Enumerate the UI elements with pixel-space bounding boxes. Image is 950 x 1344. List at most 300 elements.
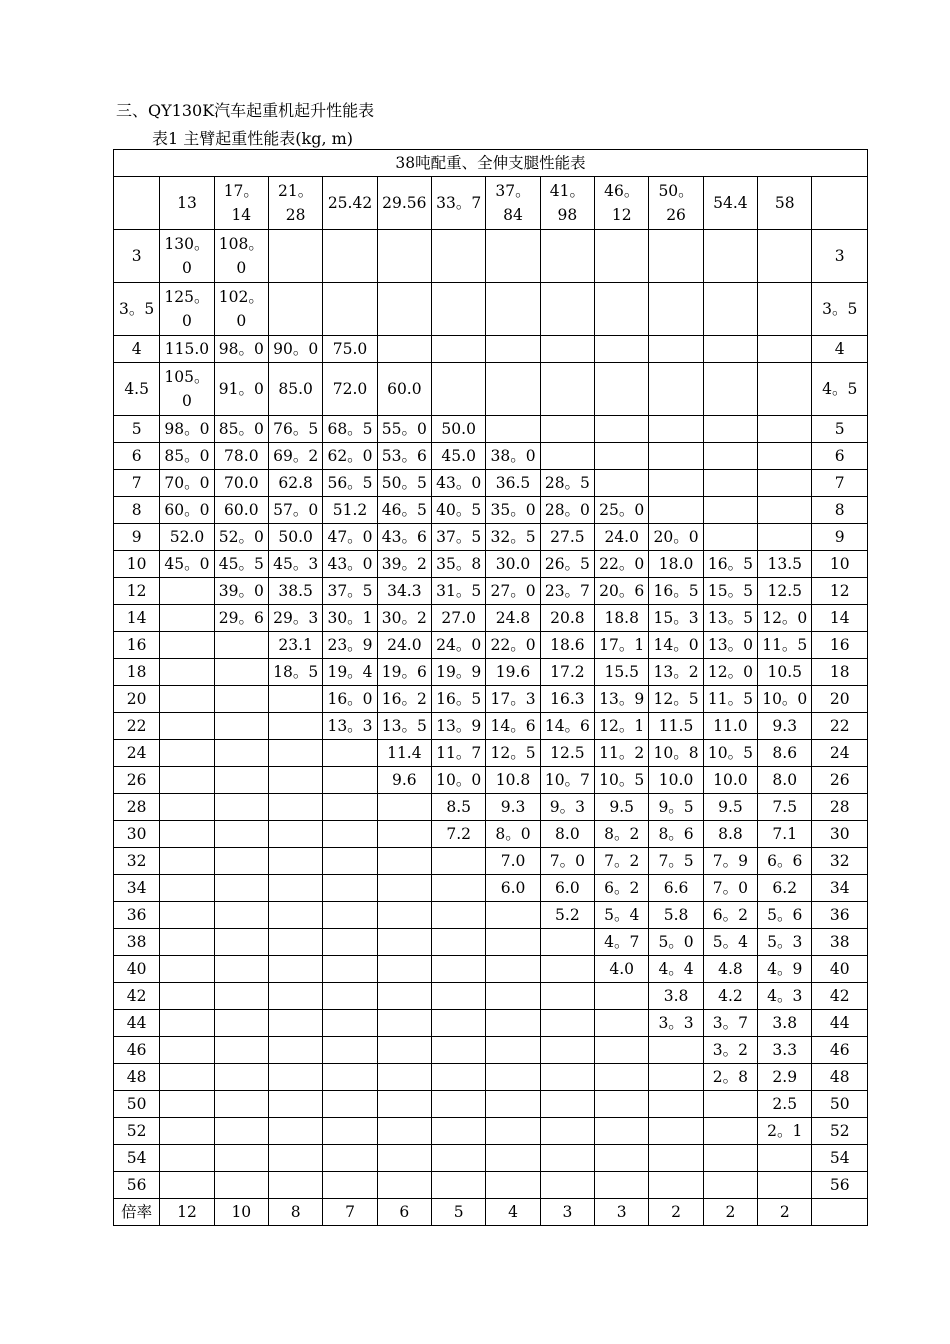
capacity-cell <box>268 1118 322 1145</box>
capacity-cell <box>432 956 486 983</box>
capacity-cell <box>214 1064 268 1091</box>
working-radius-cell: 42 <box>114 983 160 1010</box>
capacity-cell <box>486 1037 540 1064</box>
table-row <box>114 416 868 443</box>
capacity-cell <box>758 230 812 283</box>
capacity-cell <box>160 1145 214 1172</box>
capacity-cell: 2。8 <box>703 1064 757 1091</box>
reeving-ratio-cell: 2 <box>649 1199 703 1226</box>
capacity-cell: 75.0 <box>323 336 377 363</box>
capacity-cell: 14。6 <box>540 713 594 740</box>
capacity-cell <box>540 983 594 1010</box>
capacity-cell: 20。0 <box>649 524 703 551</box>
capacity-cell: 7。0 <box>540 848 594 875</box>
capacity-cell <box>758 470 812 497</box>
capacity-cell: 60.0 <box>214 497 268 524</box>
capacity-cell: 130。0 <box>160 230 214 283</box>
capacity-cell <box>432 848 486 875</box>
capacity-cell: 45。0 <box>160 551 214 578</box>
working-radius-repeat-cell: 54 <box>812 1145 868 1172</box>
working-radius-cell: 52 <box>114 1118 160 1145</box>
capacity-cell: 18.6 <box>540 632 594 659</box>
capacity-cell: 4。9 <box>758 956 812 983</box>
capacity-cell: 23。7 <box>540 578 594 605</box>
capacity-cell: 11。2 <box>595 740 649 767</box>
capacity-cell <box>268 230 322 283</box>
capacity-cell: 29。6 <box>214 605 268 632</box>
working-radius-repeat-cell: 14 <box>812 605 868 632</box>
table-row <box>114 524 868 551</box>
capacity-cell: 9。5 <box>649 794 703 821</box>
capacity-cell <box>268 956 322 983</box>
working-radius-repeat-cell: 9 <box>812 524 868 551</box>
capacity-cell: 13。0 <box>703 632 757 659</box>
capacity-cell <box>486 929 540 956</box>
capacity-cell <box>268 1064 322 1091</box>
table-row <box>114 283 868 336</box>
capacity-cell <box>595 470 649 497</box>
capacity-cell <box>595 336 649 363</box>
capacity-cell: 24.8 <box>486 605 540 632</box>
capacity-cell: 14。6 <box>486 713 540 740</box>
capacity-cell <box>432 230 486 283</box>
capacity-cell <box>703 1145 757 1172</box>
capacity-cell <box>595 230 649 283</box>
working-radius-repeat-cell: 16 <box>812 632 868 659</box>
capacity-cell <box>595 1010 649 1037</box>
capacity-cell <box>649 497 703 524</box>
capacity-cell <box>160 605 214 632</box>
capacity-cell: 10。0 <box>758 686 812 713</box>
capacity-cell: 37。5 <box>432 524 486 551</box>
capacity-cell <box>595 1172 649 1199</box>
capacity-cell <box>649 416 703 443</box>
capacity-cell: 105。0 <box>160 363 214 416</box>
reeving-ratio-cell: 2 <box>758 1199 812 1226</box>
capacity-cell <box>703 283 757 336</box>
capacity-cell: 90。0 <box>268 336 322 363</box>
table-row <box>114 1145 868 1172</box>
capacity-cell <box>595 1145 649 1172</box>
capacity-cell <box>486 902 540 929</box>
capacity-cell: 8.0 <box>540 821 594 848</box>
table-row <box>114 497 868 524</box>
capacity-cell: 40。5 <box>432 497 486 524</box>
capacity-cell <box>268 1091 322 1118</box>
capacity-cell <box>758 497 812 524</box>
capacity-cell: 23.1 <box>268 632 322 659</box>
document-heading: 三、QY130K汽车起重机起升性能表 <box>116 101 375 120</box>
capacity-cell: 16。2 <box>377 686 431 713</box>
capacity-cell <box>703 497 757 524</box>
working-radius-cell: 18 <box>114 659 160 686</box>
capacity-cell: 11.4 <box>377 740 431 767</box>
capacity-cell: 11.5 <box>649 713 703 740</box>
table-caption: 表1 主臂起重性能表(kg, m) <box>152 129 354 148</box>
table-row <box>114 443 868 470</box>
capacity-cell: 36.5 <box>486 470 540 497</box>
working-radius-cell: 8 <box>114 497 160 524</box>
capacity-cell <box>595 443 649 470</box>
capacity-cell: 12.5 <box>540 740 594 767</box>
capacity-cell <box>268 794 322 821</box>
capacity-cell <box>323 767 377 794</box>
capacity-cell <box>432 875 486 902</box>
capacity-cell: 91。0 <box>214 363 268 416</box>
capacity-cell <box>540 956 594 983</box>
capacity-cell <box>323 1172 377 1199</box>
capacity-cell <box>377 875 431 902</box>
table-row <box>114 848 868 875</box>
capacity-cell: 6。6 <box>758 848 812 875</box>
capacity-cell <box>649 283 703 336</box>
capacity-cell <box>268 1145 322 1172</box>
table-row <box>114 929 868 956</box>
capacity-cell: 9.3 <box>758 713 812 740</box>
capacity-cell: 23。9 <box>323 632 377 659</box>
capacity-cell: 60。0 <box>160 497 214 524</box>
capacity-cell <box>377 1010 431 1037</box>
capacity-cell <box>486 983 540 1010</box>
capacity-cell <box>432 1037 486 1064</box>
reeving-ratio-cell: 6 <box>377 1199 431 1226</box>
capacity-cell: 32。5 <box>486 524 540 551</box>
capacity-cell <box>703 1091 757 1118</box>
capacity-cell <box>160 875 214 902</box>
working-radius-cell: 12 <box>114 578 160 605</box>
capacity-cell <box>323 283 377 336</box>
capacity-cell: 10。7 <box>540 767 594 794</box>
capacity-cell: 17。1 <box>595 632 649 659</box>
capacity-cell <box>377 1145 431 1172</box>
working-radius-repeat-cell: 32 <box>812 848 868 875</box>
capacity-cell: 8.6 <box>758 740 812 767</box>
capacity-cell: 85.0 <box>268 363 322 416</box>
capacity-cell <box>432 363 486 416</box>
capacity-cell: 20。6 <box>595 578 649 605</box>
capacity-cell <box>323 1118 377 1145</box>
working-radius-cell: 46 <box>114 1037 160 1064</box>
capacity-cell: 98。0 <box>160 416 214 443</box>
capacity-cell: 22。0 <box>595 551 649 578</box>
capacity-cell: 10。5 <box>703 740 757 767</box>
capacity-cell: 53。6 <box>377 443 431 470</box>
capacity-cell <box>214 794 268 821</box>
capacity-cell: 9.6 <box>377 767 431 794</box>
capacity-cell: 39。0 <box>214 578 268 605</box>
working-radius-cell: 36 <box>114 902 160 929</box>
capacity-cell: 15.5 <box>595 659 649 686</box>
capacity-cell <box>214 1145 268 1172</box>
working-radius-cell: 4.5 <box>114 363 160 416</box>
reeving-ratio-cell: 7 <box>323 1199 377 1226</box>
capacity-cell: 50.0 <box>432 416 486 443</box>
capacity-cell <box>540 929 594 956</box>
capacity-cell: 8。6 <box>649 821 703 848</box>
capacity-cell <box>486 1091 540 1118</box>
capacity-cell <box>377 929 431 956</box>
table-row <box>114 902 868 929</box>
capacity-cell <box>160 1037 214 1064</box>
capacity-cell: 4.0 <box>595 956 649 983</box>
capacity-cell <box>649 1118 703 1145</box>
reeving-ratio-cell: 5 <box>432 1199 486 1226</box>
capacity-cell <box>214 821 268 848</box>
table-row <box>114 230 868 283</box>
capacity-cell <box>214 929 268 956</box>
boom-length-header-cell: 41。98 <box>540 177 594 230</box>
capacity-cell <box>268 848 322 875</box>
capacity-cell: 22。0 <box>486 632 540 659</box>
capacity-cell <box>268 929 322 956</box>
capacity-cell: 29。3 <box>268 605 322 632</box>
capacity-cell: 12。5 <box>649 686 703 713</box>
capacity-cell: 12。0 <box>758 605 812 632</box>
capacity-cell <box>432 1145 486 1172</box>
capacity-cell: 45.0 <box>432 443 486 470</box>
capacity-cell: 46。5 <box>377 497 431 524</box>
table-row <box>114 821 868 848</box>
capacity-cell: 28。0 <box>540 497 594 524</box>
capacity-cell <box>595 363 649 416</box>
capacity-cell <box>377 1172 431 1199</box>
capacity-cell <box>540 1172 594 1199</box>
capacity-cell: 5。4 <box>595 902 649 929</box>
capacity-cell: 51.2 <box>323 497 377 524</box>
capacity-cell: 24.0 <box>377 632 431 659</box>
capacity-cell <box>160 578 214 605</box>
table-row <box>114 713 868 740</box>
capacity-cell: 7。5 <box>649 848 703 875</box>
capacity-cell: 13。9 <box>432 713 486 740</box>
working-radius-repeat-cell: 40 <box>812 956 868 983</box>
working-radius-cell: 3 <box>114 230 160 283</box>
capacity-cell: 4。4 <box>649 956 703 983</box>
capacity-cell: 9.5 <box>703 794 757 821</box>
capacity-cell <box>214 713 268 740</box>
capacity-cell: 34.3 <box>377 578 431 605</box>
capacity-cell <box>595 1064 649 1091</box>
working-radius-cell: 32 <box>114 848 160 875</box>
capacity-cell: 43。0 <box>323 551 377 578</box>
capacity-cell: 43。0 <box>432 470 486 497</box>
capacity-cell <box>703 1118 757 1145</box>
capacity-cell <box>758 283 812 336</box>
capacity-cell: 50。5 <box>377 470 431 497</box>
capacity-cell <box>432 983 486 1010</box>
capacity-cell: 19。6 <box>377 659 431 686</box>
working-radius-cell: 30 <box>114 821 160 848</box>
capacity-cell: 4。3 <box>758 983 812 1010</box>
capacity-cell: 5。3 <box>758 929 812 956</box>
working-radius-cell: 20 <box>114 686 160 713</box>
working-radius-repeat-cell: 6 <box>812 443 868 470</box>
capacity-cell <box>432 902 486 929</box>
capacity-cell: 10。0 <box>432 767 486 794</box>
capacity-cell: 57。0 <box>268 497 322 524</box>
capacity-cell: 17.2 <box>540 659 594 686</box>
capacity-cell: 16。5 <box>649 578 703 605</box>
capacity-cell: 3.3 <box>758 1037 812 1064</box>
capacity-cell: 70。0 <box>160 470 214 497</box>
capacity-cell: 18.8 <box>595 605 649 632</box>
capacity-cell: 45。5 <box>214 551 268 578</box>
capacity-cell: 13。9 <box>595 686 649 713</box>
capacity-cell <box>540 1010 594 1037</box>
capacity-cell: 68。5 <box>323 416 377 443</box>
capacity-cell <box>540 336 594 363</box>
capacity-cell: 6。2 <box>703 902 757 929</box>
capacity-cell: 85。0 <box>160 443 214 470</box>
capacity-cell: 12。1 <box>595 713 649 740</box>
capacity-cell: 27.5 <box>540 524 594 551</box>
working-radius-repeat-cell: 52 <box>812 1118 868 1145</box>
capacity-cell <box>758 1172 812 1199</box>
working-radius-cell: 34 <box>114 875 160 902</box>
reeving-label-cell: 倍率 <box>114 1199 160 1226</box>
capacity-cell <box>595 416 649 443</box>
capacity-cell <box>268 686 322 713</box>
capacity-cell: 7.0 <box>486 848 540 875</box>
capacity-cell <box>323 983 377 1010</box>
capacity-cell: 13。3 <box>323 713 377 740</box>
boom-length-header-cell: 25.42 <box>323 177 377 230</box>
capacity-cell <box>214 956 268 983</box>
working-radius-cell: 5 <box>114 416 160 443</box>
reeving-ratio-cell: 3 <box>540 1199 594 1226</box>
capacity-cell <box>595 1037 649 1064</box>
capacity-cell <box>649 1091 703 1118</box>
capacity-cell <box>486 363 540 416</box>
capacity-cell <box>377 1118 431 1145</box>
working-radius-cell: 7 <box>114 470 160 497</box>
capacity-cell: 35。0 <box>486 497 540 524</box>
table-row <box>114 1199 868 1226</box>
working-radius-repeat-cell: 18 <box>812 659 868 686</box>
capacity-cell: 7。9 <box>703 848 757 875</box>
capacity-cell: 69。2 <box>268 443 322 470</box>
table-row <box>114 686 868 713</box>
capacity-cell: 30。2 <box>377 605 431 632</box>
capacity-cell <box>323 740 377 767</box>
capacity-cell: 7.2 <box>432 821 486 848</box>
capacity-cell: 9.5 <box>595 794 649 821</box>
capacity-cell: 8.5 <box>432 794 486 821</box>
capacity-cell: 18.0 <box>649 551 703 578</box>
capacity-cell: 2.9 <box>758 1064 812 1091</box>
capacity-cell: 50.0 <box>268 524 322 551</box>
capacity-cell <box>268 1037 322 1064</box>
capacity-cell: 12。0 <box>703 659 757 686</box>
capacity-cell <box>703 363 757 416</box>
capacity-cell <box>160 956 214 983</box>
capacity-cell <box>214 659 268 686</box>
capacity-cell <box>649 336 703 363</box>
boom-length-header-cell: 50。26 <box>649 177 703 230</box>
capacity-cell <box>160 713 214 740</box>
working-radius-repeat-cell: 50 <box>812 1091 868 1118</box>
capacity-cell: 7.5 <box>758 794 812 821</box>
capacity-cell <box>268 283 322 336</box>
working-radius-repeat-cell: 28 <box>812 794 868 821</box>
capacity-cell: 19。4 <box>323 659 377 686</box>
capacity-cell <box>214 767 268 794</box>
table-row <box>114 578 868 605</box>
capacity-cell <box>323 1091 377 1118</box>
capacity-cell: 43。6 <box>377 524 431 551</box>
capacity-cell <box>160 902 214 929</box>
capacity-cell <box>703 416 757 443</box>
capacity-cell: 16。5 <box>703 551 757 578</box>
capacity-cell <box>540 1064 594 1091</box>
capacity-cell <box>377 848 431 875</box>
capacity-cell <box>432 1091 486 1118</box>
working-radius-repeat-cell: 4。5 <box>812 363 868 416</box>
capacity-cell <box>486 1145 540 1172</box>
capacity-cell <box>268 902 322 929</box>
capacity-cell <box>160 1010 214 1037</box>
capacity-cell: 7.1 <box>758 821 812 848</box>
capacity-cell <box>758 1145 812 1172</box>
capacity-cell: 3.8 <box>758 1010 812 1037</box>
working-radius-repeat-cell: 34 <box>812 875 868 902</box>
capacity-cell <box>377 956 431 983</box>
working-radius-cell: 10 <box>114 551 160 578</box>
reeving-ratio-cell: 4 <box>486 1199 540 1226</box>
capacity-cell <box>432 1172 486 1199</box>
working-radius-repeat-cell: 7 <box>812 470 868 497</box>
capacity-cell <box>758 336 812 363</box>
capacity-cell <box>703 470 757 497</box>
table-row <box>114 363 868 416</box>
capacity-cell: 9。3 <box>540 794 594 821</box>
capacity-cell: 3。2 <box>703 1037 757 1064</box>
capacity-cell <box>649 1145 703 1172</box>
capacity-cell <box>268 983 322 1010</box>
capacity-cell: 62。0 <box>323 443 377 470</box>
capacity-cell <box>268 767 322 794</box>
capacity-cell <box>214 902 268 929</box>
capacity-cell: 26。5 <box>540 551 594 578</box>
capacity-cell <box>160 1091 214 1118</box>
capacity-cell <box>377 1091 431 1118</box>
capacity-cell <box>268 713 322 740</box>
capacity-cell <box>214 686 268 713</box>
capacity-cell <box>214 740 268 767</box>
table-row <box>114 1037 868 1064</box>
capacity-cell: 37。5 <box>323 578 377 605</box>
capacity-cell: 6.2 <box>758 875 812 902</box>
working-radius-repeat-cell: 44 <box>812 1010 868 1037</box>
capacity-cell <box>540 230 594 283</box>
capacity-cell: 102。0 <box>214 283 268 336</box>
capacity-cell: 47。0 <box>323 524 377 551</box>
capacity-cell: 52。0 <box>214 524 268 551</box>
capacity-cell: 16。0 <box>323 686 377 713</box>
table-row <box>114 336 868 363</box>
capacity-cell: 5.2 <box>540 902 594 929</box>
capacity-cell <box>160 659 214 686</box>
capacity-cell: 38。0 <box>486 443 540 470</box>
capacity-cell <box>486 1010 540 1037</box>
table-row <box>114 767 868 794</box>
capacity-cell <box>377 1037 431 1064</box>
capacity-cell <box>323 794 377 821</box>
capacity-cell: 11.0 <box>703 713 757 740</box>
capacity-cell: 10.0 <box>703 767 757 794</box>
capacity-cell: 125。0 <box>160 283 214 336</box>
capacity-cell <box>214 1010 268 1037</box>
